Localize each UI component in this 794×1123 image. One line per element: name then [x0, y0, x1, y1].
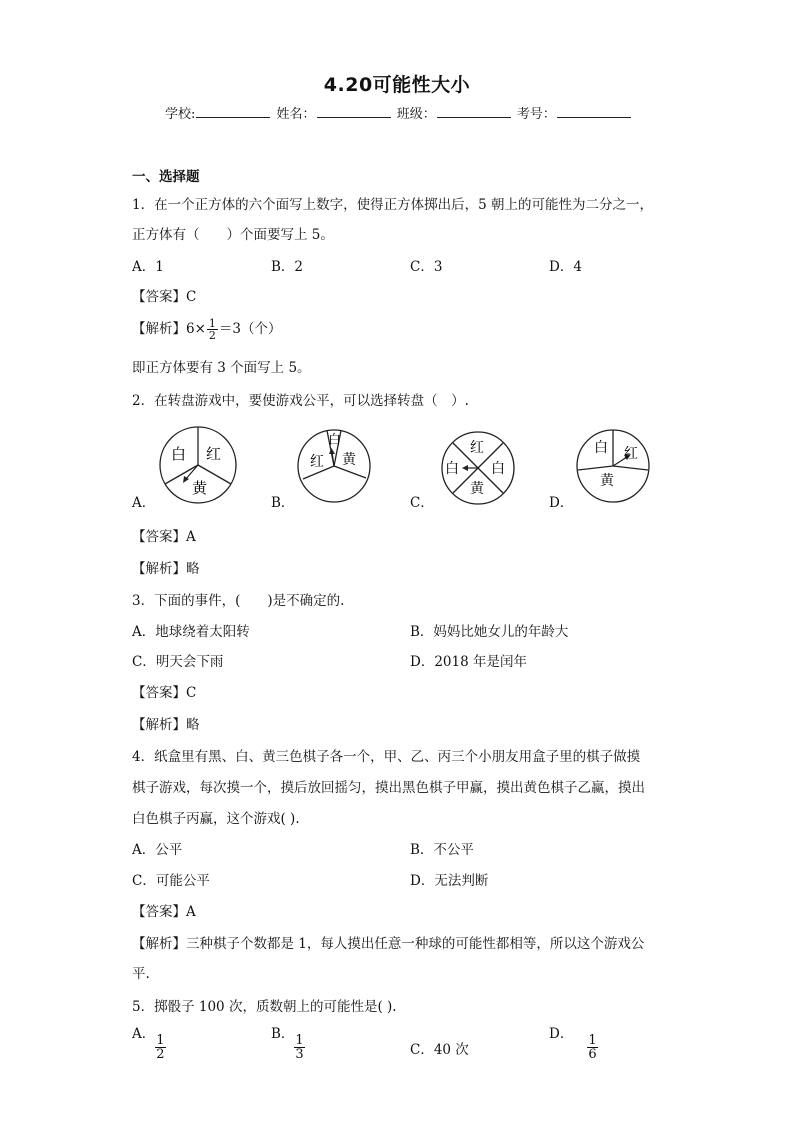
q1-analysis-fraction	[207, 318, 218, 341]
q5-option-a	[132, 1022, 166, 1061]
q1-analysis	[132, 317, 282, 341]
disc-c-label-white-left: 白	[445, 461, 459, 477]
q1-analysis-suffix: ＝3（个）	[218, 321, 282, 337]
q3-answer: 【答案】C	[132, 685, 197, 701]
exam-no-blank	[557, 105, 631, 118]
name-label: 姓名：	[276, 107, 316, 122]
q5-option-b-fraction	[294, 1034, 304, 1061]
q4-stem-line2: 棋子游戏，每次摸一个，摸后放回摇匀，摸出黑色棋子甲赢，摸出黄色棋子乙赢，摸出	[132, 780, 645, 796]
q5-option-d-fraction	[587, 1034, 597, 1061]
fraction-denominator: 2	[156, 1047, 165, 1062]
disc-b-label-red: 红	[310, 454, 324, 470]
q5-option-c: C．40 次	[410, 1042, 469, 1058]
fraction-numerator: 1	[156, 1033, 165, 1048]
fraction-numerator: 1	[295, 1033, 304, 1048]
disc-a-label-red: 红	[206, 445, 222, 463]
q4-answer: 【答案】A	[132, 904, 196, 920]
q1-stem-line2: 正方体有（ ）个面要写上 5。	[132, 227, 334, 243]
q4-analysis-line1: 【解析】三种棋子个数都是 1，每人摸出任意一种球的可能性都相等，所以这个游戏公	[132, 936, 645, 952]
class-blank	[437, 105, 511, 118]
q2-stem: 2．在转盘游戏中，要使游戏公平，可以选择转盘（ ）.	[132, 393, 469, 409]
fraction-denominator: 6	[588, 1047, 597, 1062]
q5-option-a-fraction	[155, 1034, 165, 1061]
q1-conclusion: 即正方体要有 3 个面写上 5。	[132, 360, 311, 376]
section-heading: 一、选择题	[132, 169, 200, 185]
q1-answer: 【答案】C	[132, 289, 197, 305]
q1-analysis-prefix: 【解析】6×	[132, 321, 206, 337]
fraction-numerator: 1	[208, 317, 216, 330]
q4-stem-line3: 白色棋子丙赢，这个游戏( ).	[132, 811, 300, 827]
q2-option-c-label: C．	[410, 495, 434, 511]
q2-option-a-label: A．	[132, 495, 156, 511]
q3-option-b: B．妈妈比她女儿的年龄大	[410, 624, 569, 640]
q4-option-b: B．不公平	[410, 842, 474, 858]
disc-a-label-yellow: 黄	[192, 479, 208, 497]
spinner-disc-b	[296, 428, 372, 504]
disc-d-label-yellow: 黄	[600, 473, 614, 489]
q4-stem-line1: 4．纸盒里有黑、白、黄三色棋子各一个，甲、乙、丙三个小朋友用盒子里的棋子做摸	[132, 749, 641, 765]
q3-stem: 3．下面的事件，( )是不确定的.	[132, 593, 345, 609]
class-label: 班级：	[396, 107, 436, 122]
q5-option-b	[271, 1022, 305, 1061]
disc-c-label-white-right: 白	[491, 461, 505, 477]
q1-option-d: D．4	[549, 259, 582, 275]
name-blank	[317, 105, 391, 118]
q2-answer: 【答案】A	[132, 529, 196, 545]
school-label: 学校:	[165, 107, 196, 122]
q1-option-c: C．3	[410, 259, 443, 275]
disc-d-label-white: 白	[594, 440, 608, 456]
student-info-line	[165, 103, 633, 122]
disc-b-label-white: 白	[328, 433, 342, 448]
fraction-numerator: 1	[588, 1033, 597, 1048]
q3-option-a: A．地球绕着太阳转	[132, 624, 250, 640]
q3-option-d: D．2018 年是闰年	[410, 654, 527, 670]
disc-c-label-red: 红	[470, 440, 484, 456]
page-title: 4.20可能性大小	[323, 74, 471, 96]
q2-analysis: 【解析】略	[132, 561, 200, 577]
spinner-disc-c	[440, 430, 516, 506]
spinner-disc-a	[158, 425, 238, 505]
q4-option-d: D．无法判断	[410, 873, 489, 889]
q4-option-c: C．可能公平	[132, 873, 210, 889]
disc-d-label-red: 红	[624, 446, 638, 462]
q5-option-b-label: B．	[271, 1026, 295, 1042]
q4-option-a: A．公平	[132, 842, 183, 858]
spinner-disc-d	[575, 428, 651, 504]
q5-option-d-label: D．	[549, 1026, 574, 1042]
q5-option-a-label: A．	[132, 1026, 156, 1042]
q3-option-c: C．明天会下雨	[132, 654, 224, 670]
q3-analysis: 【解析】略	[132, 717, 200, 733]
q1-option-a: A．1	[132, 259, 164, 275]
disc-b-label-yellow: 黄	[342, 452, 356, 468]
q1-option-b: B．2	[271, 259, 304, 275]
q2-option-d-label: D．	[549, 495, 574, 511]
q5-stem: 5．掷骰子 100 次，质数朝上的可能性是( ).	[132, 999, 397, 1015]
q5-option-d	[549, 1022, 598, 1061]
disc-a-label-white: 白	[171, 445, 187, 463]
q1-stem-line1: 1．在一个正方体的六个面写上数字，使得正方体掷出后，5 朝上的可能性为二分之一，	[132, 197, 653, 213]
q2-option-b-label: B．	[271, 495, 295, 511]
school-blank	[196, 105, 270, 118]
disc-c-label-yellow: 黄	[470, 481, 484, 497]
q4-analysis-line2: 平.	[132, 966, 150, 982]
fraction-denominator: 2	[208, 329, 216, 342]
fraction-denominator: 3	[295, 1047, 304, 1062]
exam-no-label: 考号：	[516, 107, 556, 122]
